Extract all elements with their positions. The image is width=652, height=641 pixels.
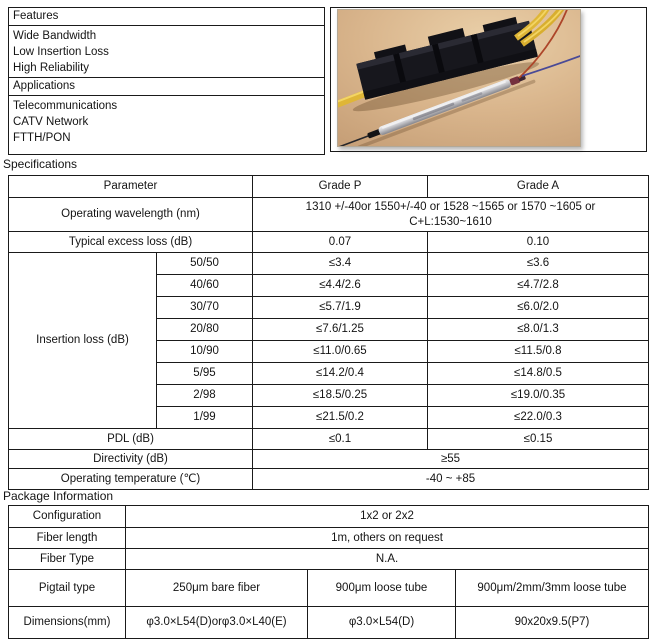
insertion-grade-p: ≤3.4 [253,253,428,275]
applications-list [9,96,325,155]
insertion-grade-p: ≤4.4/2.6 [253,275,428,297]
directivity-row [9,450,649,469]
pigtail-type-loose-multi-text: 900μm/2mm/3mm loose tube [477,581,627,594]
insertion-grade-p: ≤18.5/0.25 [253,385,428,407]
fiber-length-value: 1m, others on request [126,528,649,549]
dimensions-value-bare-text: φ3.0×L54(D)orφ3.0×L40(E) [146,616,287,628]
insertion-grade-a: ≤8.0/1.3 [428,319,649,341]
specifications-title: Specifications [3,157,78,171]
insertion-ratio: 40/60 [157,275,253,297]
dimensions-label: Dimensions(mm) [9,607,126,639]
pdl-label: PDL (dB) [9,429,253,450]
insertion-ratio: 30/70 [157,297,253,319]
specifications-table [8,175,649,490]
insertion-grade-p: ≤21.5/0.2 [253,407,428,429]
insertion-grade-p: ≤5.7/1.9 [253,297,428,319]
pigtail-type-bare: 250μm bare fiber [126,570,308,607]
insertion-ratio: 2/98 [157,385,253,407]
operating-temperature-row [9,469,649,490]
configuration-row [9,506,649,528]
fiber-type-row [9,549,649,570]
pigtail-type-label: Pigtail type [9,570,126,607]
insertion-loss-row [9,253,649,275]
pdl-row [9,429,649,450]
insertion-grade-a: ≤6.0/2.0 [428,297,649,319]
excess-loss-grade-a: 0.10 [428,232,649,253]
dimensions-value-bare [126,607,308,639]
application-item: Telecommunications [13,100,118,112]
pigtail-type-loose-multi [456,570,649,607]
operating-temperature-label: Operating temperature (℃) [9,469,253,490]
pdl-grade-a: ≤0.15 [428,429,649,450]
features-table [8,7,325,155]
fiber-length-row [9,528,649,549]
product-photo-box [330,7,647,152]
feature-item: Low Insertion Loss [13,46,109,58]
insertion-grade-a: ≤19.0/0.35 [428,385,649,407]
excess-loss-row [9,232,649,253]
fiber-type-value: N.A. [126,549,649,570]
configuration-label: Configuration [9,506,126,528]
dimensions-row [9,607,649,639]
directivity-label: Directivity (dB) [9,450,253,469]
insertion-grade-a: ≤11.5/0.8 [428,341,649,363]
insertion-ratio: 5/95 [157,363,253,385]
feature-item: Wide Bandwidth [13,30,97,42]
insertion-grade-a: ≤3.6 [428,253,649,275]
pigtail-type-loose: 900μm loose tube [308,570,456,607]
insertion-grade-p: ≤11.0/0.65 [253,341,428,363]
insertion-ratio: 1/99 [157,407,253,429]
insertion-grade-a: ≤22.0/0.3 [428,407,649,429]
dimensions-value-box: 90x20x9.5(P7) [456,607,649,639]
insertion-grade-a: ≤4.7/2.8 [428,275,649,297]
spec-header-grade-a: Grade A [428,176,649,198]
pdl-grade-p: ≤0.1 [253,429,428,450]
spec-header-grade-p: Grade P [253,176,428,198]
wavelength-label: Operating wavelength (nm) [9,198,253,232]
dimensions-value-loose: φ3.0×L54(D) [308,607,456,639]
fiber-type-label: Fiber Type [9,549,126,570]
features-list [9,26,325,78]
insertion-ratio: 50/50 [157,253,253,275]
product-photo [337,9,581,147]
wavelength-value: 1310 +/-40or 1550+/-40 or 1528 ~1565 or 1570 ~1605 or C+L:1530~1610 [253,198,649,232]
fiber-length-label: Fiber length [9,528,126,549]
pigtail-type-row [9,570,649,607]
insertion-ratio: 10/90 [157,341,253,363]
spec-header-parameter: Parameter [9,176,253,198]
insertion-grade-p: ≤14.2/0.4 [253,363,428,385]
feature-item: High Reliability [13,62,90,74]
insertion-grade-a: ≤14.8/0.5 [428,363,649,385]
excess-loss-grade-p: 0.07 [253,232,428,253]
insertion-loss-label: Insertion loss (dB) [9,253,157,429]
configuration-value: 1x2 or 2x2 [126,506,649,528]
applications-header: Applications [9,78,325,96]
operating-temperature-value: -40 ~ +85 [253,469,649,490]
application-item: FTTH/PON [13,132,71,144]
package-information-title: Package Information [3,489,114,503]
application-item: CATV Network [13,116,89,128]
features-header: Features [9,8,325,26]
insertion-grade-p: ≤7.6/1.25 [253,319,428,341]
excess-loss-label: Typical excess loss (dB) [9,232,253,253]
directivity-value: ≥55 [253,450,649,469]
spec-header-row [9,176,649,198]
package-table [8,505,649,639]
insertion-ratio: 20/80 [157,319,253,341]
wavelength-row [9,198,649,232]
